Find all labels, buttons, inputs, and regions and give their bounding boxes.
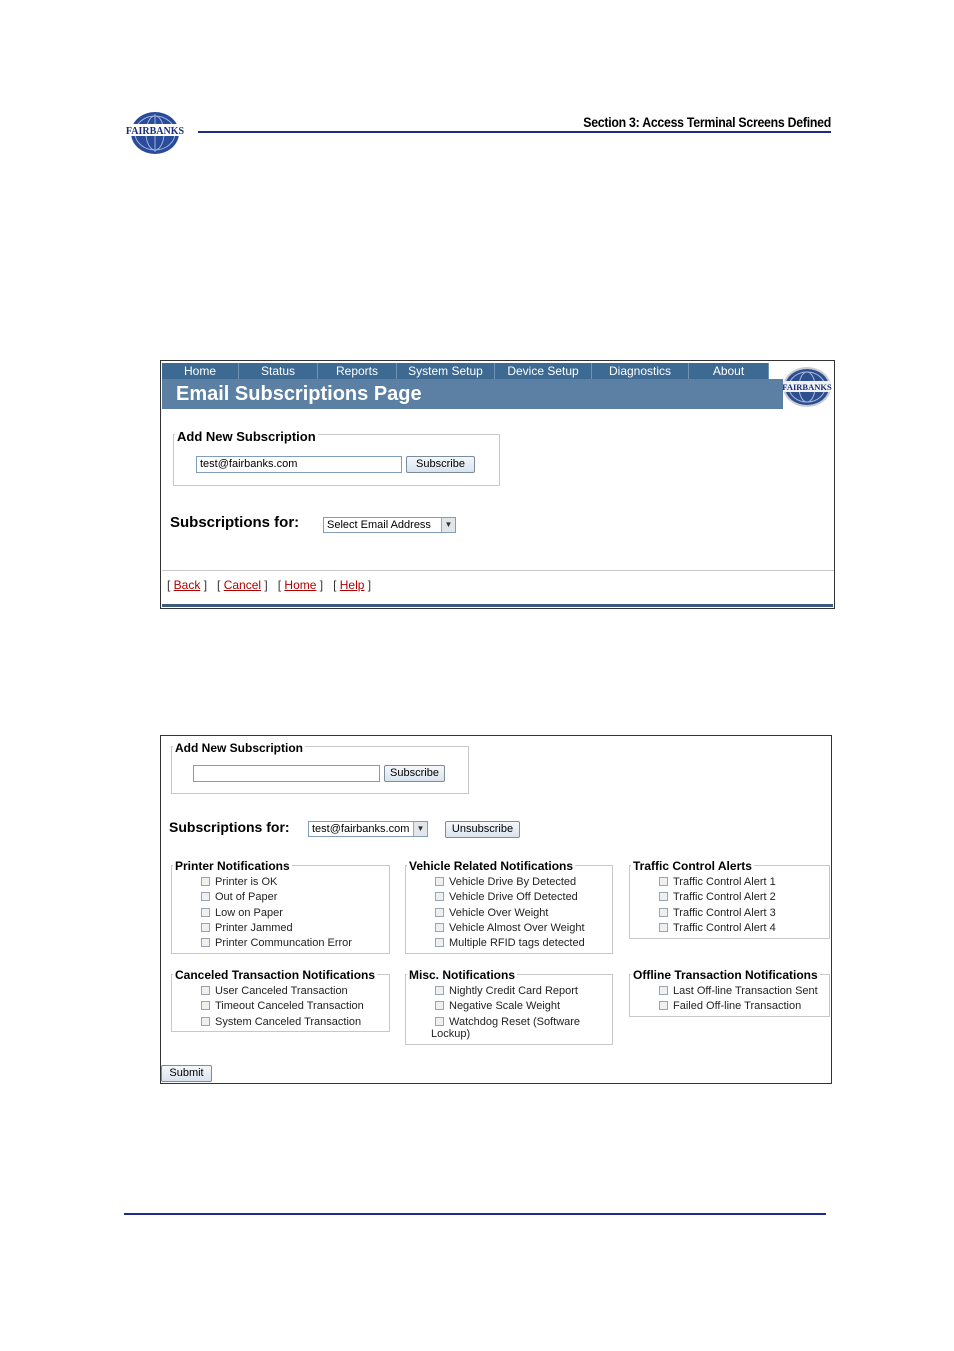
checkbox[interactable] (659, 877, 668, 886)
svg-text:FAIRBANKS: FAIRBANKS (782, 382, 832, 392)
title-band (162, 379, 783, 409)
add-subscription-legend: Add New Subscription (177, 429, 316, 444)
checkbox[interactable] (201, 877, 210, 886)
nav-bar (162, 363, 769, 379)
checkbox[interactable] (201, 908, 210, 917)
email-select[interactable] (323, 517, 456, 533)
checkbox[interactable] (659, 892, 668, 901)
checkbox[interactable] (435, 923, 444, 932)
checkbox-row[interactable]: Last Off-line Transaction Sent (659, 985, 818, 998)
email-input[interactable]: test@fairbanks.com (196, 456, 402, 473)
checkbox-row[interactable]: Vehicle Over Weight (435, 907, 548, 920)
nav-reports[interactable]: Reports (318, 363, 397, 379)
traffic-alerts-title: Traffic Control Alerts (633, 859, 752, 873)
canceled-notifications-title: Canceled Transaction Notifications (175, 968, 376, 982)
nav-device-setup[interactable]: Device Setup (495, 363, 592, 379)
nav-home[interactable]: Home (162, 363, 239, 379)
email-select-value: Select Email Address (327, 519, 431, 531)
checkbox-row[interactable]: Traffic Control Alert 4 (659, 922, 776, 935)
checkbox[interactable] (201, 892, 210, 901)
checkbox[interactable] (435, 986, 444, 995)
fairbanks-logo-small (781, 365, 833, 409)
bottom-strip (162, 604, 833, 607)
footer-rule (124, 1213, 826, 1215)
checkbox[interactable] (201, 1017, 210, 1026)
email-subscriptions-screenshot-1 (160, 360, 835, 609)
checkbox-row[interactable]: Traffic Control Alert 1 (659, 876, 776, 889)
checkbox-row[interactable]: Failed Off-line Transaction (659, 1000, 801, 1013)
checkbox-row[interactable]: Nightly Credit Card Report (435, 985, 578, 998)
offline-notifications-title: Offline Transaction Notifications (633, 968, 818, 982)
email-select-value-2: test@fairbanks.com (312, 823, 410, 835)
subscriptions-for-label: Subscriptions for: (170, 514, 300, 531)
home-link[interactable]: Home (284, 578, 317, 592)
help-link[interactable]: Help (339, 578, 365, 592)
checkbox-row[interactable]: System Canceled Transaction (201, 1016, 361, 1029)
checkbox-row[interactable]: Vehicle Drive By Detected (435, 876, 576, 889)
checkbox-row[interactable]: Out of Paper (201, 891, 277, 904)
checkbox[interactable] (659, 923, 668, 932)
link-bar: [ Back ] [ Cancel ] [ Home ] [ Help ] (167, 578, 372, 592)
subscribe-button-2[interactable]: Subscribe (384, 765, 445, 782)
checkbox[interactable] (435, 1017, 444, 1026)
email-select-2[interactable] (308, 821, 428, 837)
checkbox[interactable] (201, 986, 210, 995)
add-subscription-legend-2: Add New Subscription (175, 741, 304, 755)
chevron-down-icon: ▼ (413, 822, 427, 836)
checkbox-row[interactable]: Timeout Canceled Transaction (201, 1000, 364, 1013)
checkbox[interactable] (201, 1001, 210, 1010)
checkbox-row[interactable]: Traffic Control Alert 2 (659, 891, 776, 904)
cancel-link[interactable]: Cancel (223, 578, 262, 592)
checkbox-row[interactable]: User Canceled Transaction (201, 985, 348, 998)
unsubscribe-button[interactable]: Unsubscribe (445, 821, 520, 838)
checkbox[interactable] (201, 938, 210, 947)
logo-text: FAIRBANKS (125, 126, 185, 137)
checkbox-label-continuation: Lockup) (431, 1028, 471, 1040)
vehicle-notifications-title: Vehicle Related Notifications (409, 859, 574, 873)
page-title: Email Subscriptions Page (176, 383, 422, 405)
submit-button[interactable]: Submit (161, 1065, 212, 1082)
checkbox-row[interactable]: Printer Jammed (201, 922, 293, 935)
fairbanks-logo (124, 110, 186, 156)
checkbox-row[interactable]: Traffic Control Alert 3 (659, 907, 776, 920)
misc-notifications-title: Misc. Notifications (409, 968, 516, 982)
checkbox[interactable] (201, 923, 210, 932)
chevron-down-icon: ▼ (441, 518, 455, 532)
nav-diagnostics[interactable]: Diagnostics (592, 363, 689, 379)
checkbox-row[interactable]: Printer Communcation Error (201, 937, 352, 950)
nav-status[interactable]: Status (239, 363, 318, 379)
checkbox-row[interactable]: Vehicle Almost Over Weight (435, 922, 585, 935)
checkbox[interactable] (659, 986, 668, 995)
printer-notifications-title: Printer Notifications (175, 859, 290, 873)
divider (162, 570, 834, 571)
subscriptions-for-label-2: Subscriptions for: (169, 819, 290, 835)
checkbox[interactable] (435, 938, 444, 947)
checkbox[interactable] (435, 877, 444, 886)
checkbox-row[interactable]: Watchdog Reset (Software (435, 1016, 580, 1029)
subscribe-button[interactable]: Subscribe (406, 456, 475, 473)
checkbox[interactable] (435, 1001, 444, 1010)
checkbox-row[interactable]: Low on Paper (201, 907, 283, 920)
checkbox-row[interactable]: Printer is OK (201, 876, 277, 889)
checkbox[interactable] (659, 1001, 668, 1010)
checkbox-row[interactable]: Negative Scale Weight (435, 1000, 560, 1013)
section-title: Section 3: Access Terminal Screens Defined (583, 114, 831, 130)
email-subscriptions-screenshot-2 (160, 735, 832, 1084)
header-rule (198, 131, 831, 133)
nav-about[interactable]: About (689, 363, 769, 379)
email-input-2[interactable] (193, 765, 380, 782)
back-link[interactable]: Back (173, 578, 201, 592)
nav-system-setup[interactable]: System Setup (397, 363, 495, 379)
checkbox[interactable] (435, 892, 444, 901)
checkbox[interactable] (659, 908, 668, 917)
checkbox[interactable] (435, 908, 444, 917)
checkbox-row[interactable]: Vehicle Drive Off Detected (435, 891, 578, 904)
checkbox-row[interactable]: Multiple RFID tags detected (435, 937, 585, 950)
